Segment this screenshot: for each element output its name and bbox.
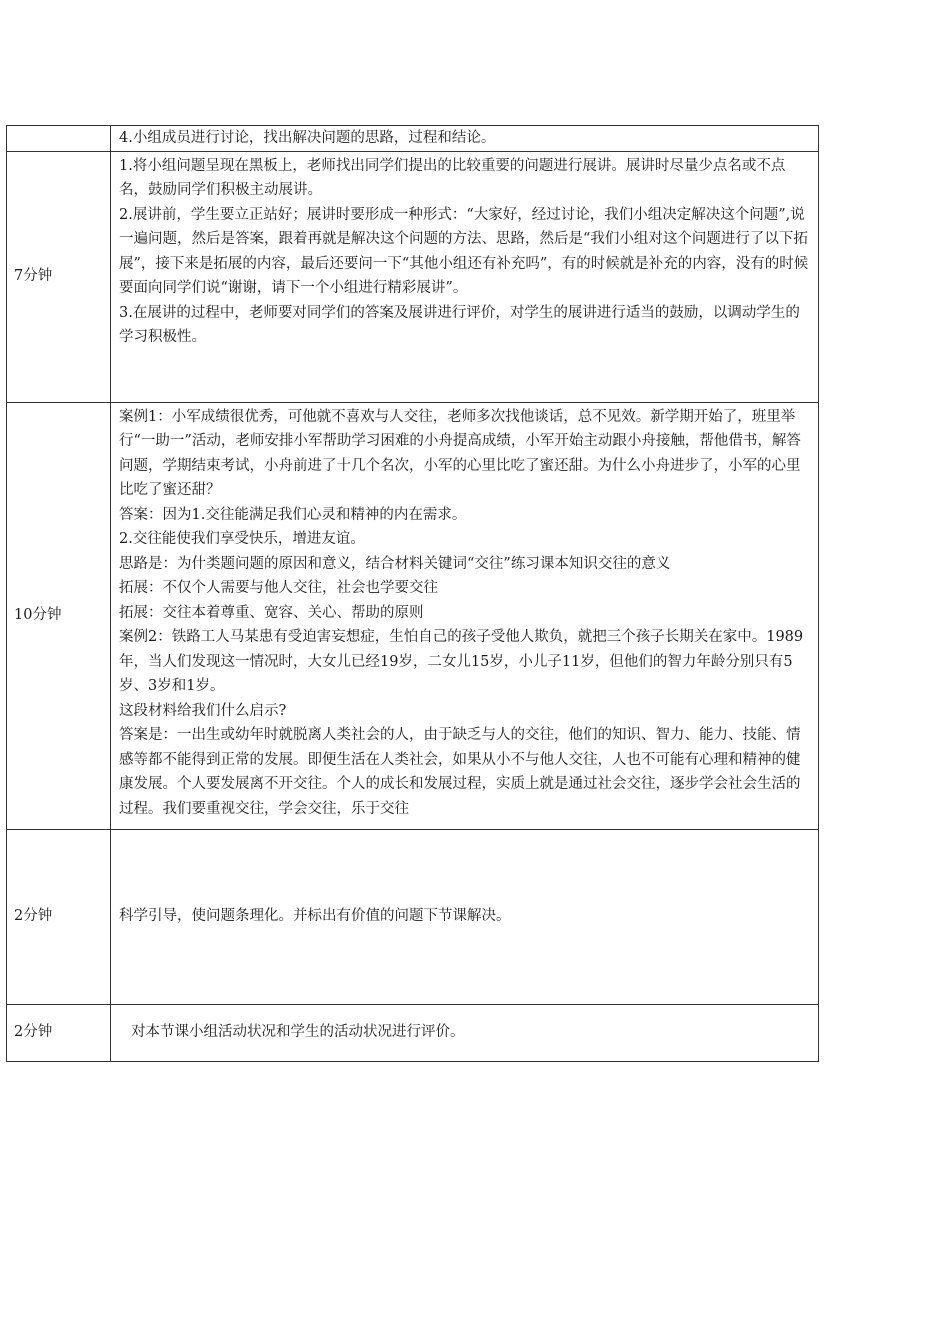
table-row	[7, 402, 819, 829]
content-cell	[111, 402, 819, 829]
lesson-plan-table	[6, 125, 819, 1062]
table-row	[7, 126, 819, 152]
content-cell	[111, 1004, 819, 1061]
content-line: 案例1：小军成绩很优秀，可他就不喜欢与人交往，老师多次找他谈话，总不见效。新学期开始了，班里举行“一助一”活动，老师安排小军帮助学习困难的小舟提高成绩，小军开始主动跟小舟接触，帮他借书，解答问题，学期结束考试，小舟前进了十几个名次，小军的心里比吃了蜜还甜。为什么小舟进步了，小军的心里比吃了蜜还甜？	[119, 408, 801, 498]
table-row	[7, 1004, 819, 1061]
content-line: 拓展：不仅个人需要与他人交往，社会也学要交往	[119, 580, 438, 596]
content-cell	[111, 151, 819, 402]
content-line: 2.交往能使我们享受快乐，增进友谊。	[119, 531, 365, 547]
content-line: 答案是：一出生或幼年时就脱离人类社会的人，由于缺乏与人的交往，他们的知识、智力、能力、技能、情感等都不能得到正常的发展。即便生活在人类社会，如果从小不与他人交往，人也不可能有心理和精神的健康发展。个人要发展离不开交往。个人的成长和发展过程，实质上就是通过社会交往，逐步学会社会生活的过程。我们要重视交往，学会交往，乐于交往	[119, 727, 801, 817]
content-cell	[111, 126, 819, 152]
content-line: 案例2：铁路工人马某患有受迫害妄想症，生怕自己的孩子受他人欺负，就把三个孩子长期关在家中。1989年，当人们发现这一情况时，大女儿已经19岁，二女儿15岁，小儿子11岁，但他们的智力年龄分别只有5岁、3岁和1岁。	[119, 629, 804, 694]
content-line: 4.小组成员进行讨论，找出解决问题的思路，过程和结论。	[119, 130, 496, 146]
content-line: 2.展讲前，学生要立正站好；展讲时要形成一种形式：“大家好，经过讨论，我们小组决定解决这个问题”,说一遍问题，然后是答案，跟着再就是解决这个问题的方法、思路，然后是“我们小组对这个问题进行了以下拓展”，接下来是拓展的内容，最后还要问一下“其他小组还有补充吗”，有的时候就是补充的内容，没有的时候要面向同学们说“谢谢，请下一个小组进行精彩展讲”。	[119, 206, 809, 296]
content-line: 思路是：为什类题问题的原因和意义，结合材料关键词“交往”练习课本知识交往的意义	[119, 555, 671, 572]
content-line: 这段材料给我们什么启示?	[119, 702, 287, 719]
time-cell: 7分钟	[7, 151, 111, 402]
content-line: 拓展：交往本着尊重、宽容、关心、帮助的原则	[119, 604, 424, 621]
time-cell: 10分钟	[7, 402, 111, 829]
content-cell	[111, 829, 819, 1004]
table-row	[7, 829, 819, 1004]
content-line: 3.在展讲的过程中，老师要对同学们的答案及展讲进行评价，对学生的展讲进行适当的鼓励，以调动学生的学习积极性。	[119, 304, 800, 345]
content-line: 科学引导，使问题条理化。并标出有价值的问题下节课解决。	[119, 908, 511, 925]
content-line: 1.将小组问题呈现在黑板上，老师找出同学们提出的比较重要的问题进行展讲。展讲时尽量少点名或不点名，鼓励同学们积极主动展讲。	[119, 157, 786, 198]
content-line: 对本节课小组活动状况和学生的活动状况进行评价。	[131, 1024, 465, 1041]
time-cell	[7, 126, 111, 152]
table-row	[7, 151, 819, 402]
time-cell: 2分钟	[7, 1004, 111, 1061]
content-line: 答案：因为1.交往能满足我们心灵和精神的内在需求。	[119, 506, 467, 523]
time-cell: 2分钟	[7, 829, 111, 1004]
